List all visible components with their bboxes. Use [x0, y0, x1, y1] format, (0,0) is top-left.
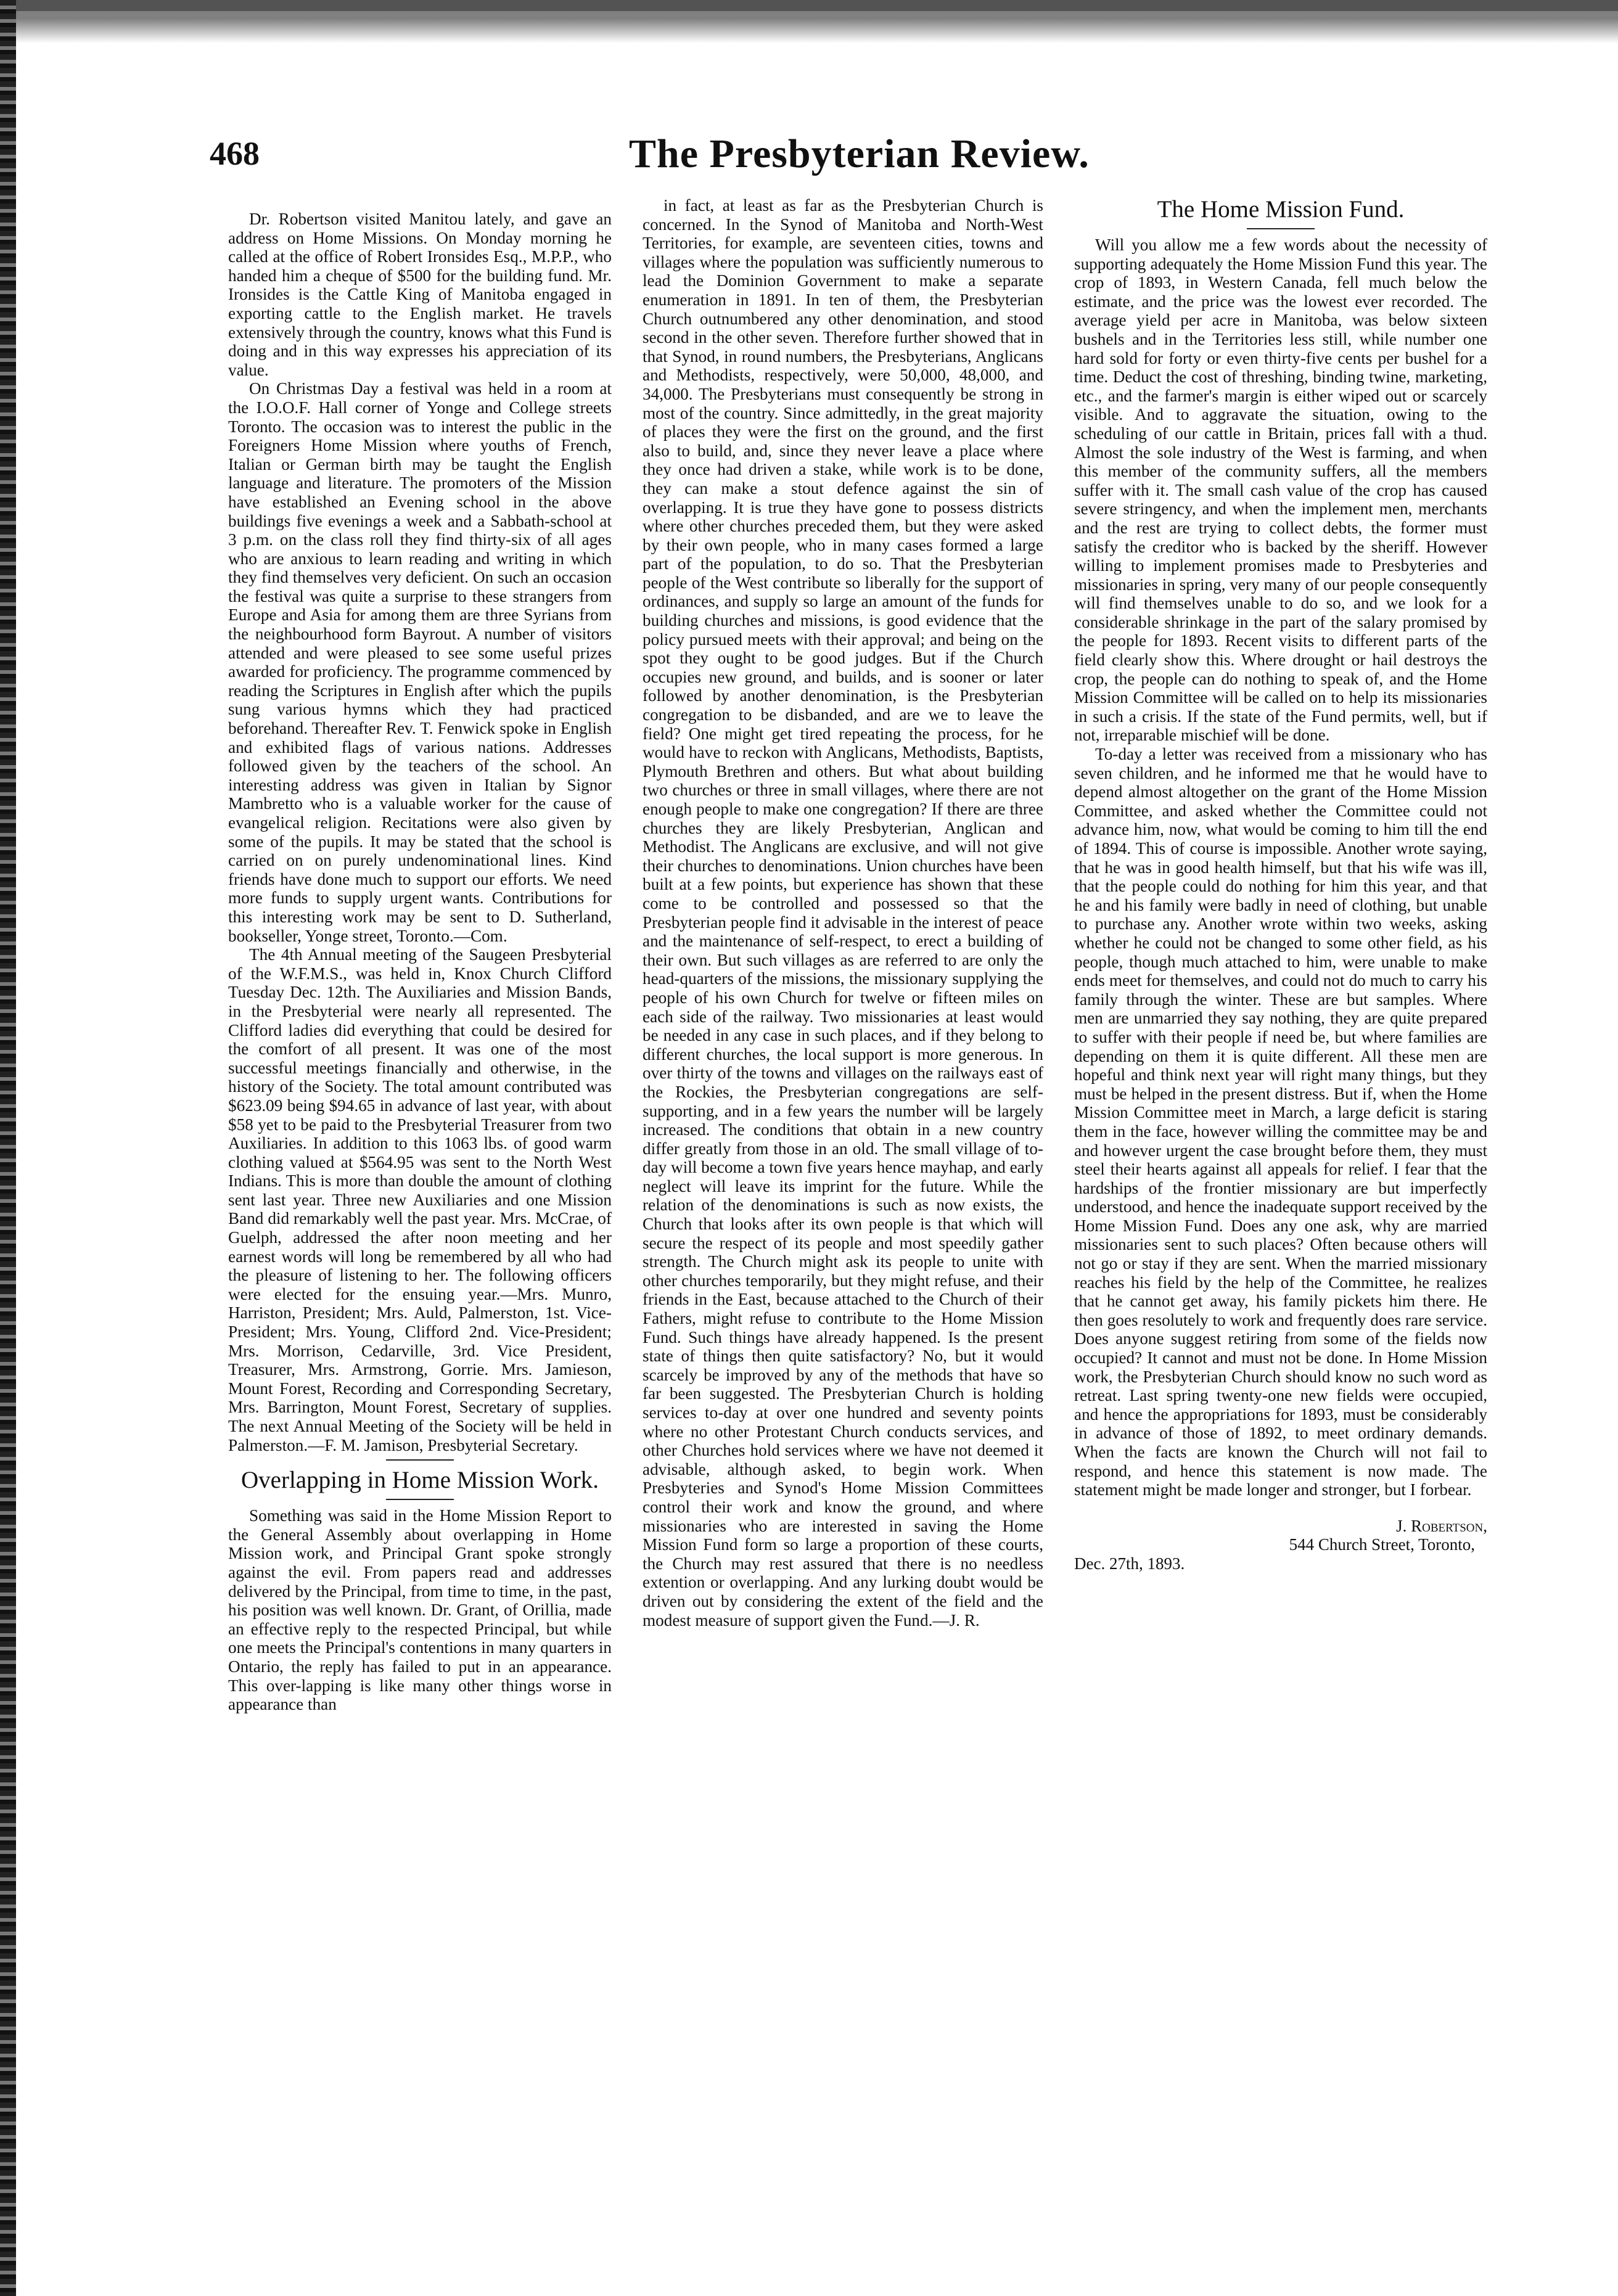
heading-rule	[1247, 228, 1315, 229]
column-2	[643, 196, 1043, 1630]
page-edge-shadow-top	[0, 0, 1618, 43]
article-christmas-festival-paragraph: On Christmas Day a festival was held in a room at the I.O.O.F. Hall corner of Yonge and College streets Toronto. The occasion was to interest the public in the Foreigners Home Mission where youths of French, Italian or German birth may be taught the English language and literature. The promoters of the Mission have established an Evening school in the above buildings five evenings a week and a Sabbath-school at 3 p.m. on the class roll they find thirty-six of all ages who are anxious to learn reading and writing in which they find themselves very deficient. On such an occasion the festival was quite a surprise to these strangers from Europe and Asia for among them are three Syrians from the neighbourhood form Bayrout. A number of visitors attended and were pleased to see some useful prizes awarded for proficiency. The programme commenced by reading the Scriptures in English after which the pupils sung various hymns which they had practiced beforehand. Thereafter Rev. T. Fenwick spoke in English and exhibited flags of various nations. Addresses followed given by the teachers of the school. An interesting address was given in Italian by Signor Mambretto who is a valuable worker for the cause of evangelical religion. Recitations were also given by some of the pupils. It may be stated that the school is carried on on purely undenominational lines. Kind friends have done much to support our efforts. We need more funds to supply urgent wants. Contributions for this interesting work may be sent to D. Sutherland, bookseller, Yonge street, Toronto.—Com.	[228, 379, 612, 945]
journal-title: The Presbyterian Review.	[629, 131, 1090, 176]
page-number: 468	[210, 135, 260, 172]
article-manitou-paragraph: Dr. Robertson visited Manitou lately, and gave an address on Home Missions. On Monday morning he called at the office of Robert Ironsides Esq., M.P.P., who handed him a cheque of $500 for the building fund. Mr. Ironsides is the Cattle King of Manitoba engaged in exporting cattle to the English market. He travels extensively through the country, knows what this Fund is doing and in this way expresses his appreciation of its value.	[228, 210, 612, 379]
page-header	[210, 131, 1412, 190]
heading-rule	[386, 1499, 454, 1500]
letter-date: Dec. 27th, 1893.	[1074, 1554, 1185, 1573]
home-mission-fund-heading: The Home Mission Fund.	[1157, 196, 1405, 223]
overlapping-paragraph-start: Something was said in the Home Mission Report to the General Assembly about overlapping in Home Mission work, and Principal Grant spoke strongly against the evil. From papers read and addresses delivered by the Principal, from time to time, in the past, his position was well known. Dr. Grant, of Orillia, made an effective reply to the respected Principal, but while one meets the Principal's contentions in many quarters in Ontario, the reply has failed to put in an appearance. This over-lapping is like many other things worse in appearance than	[228, 1506, 612, 1714]
column-1	[228, 210, 612, 1714]
signature-address: 544 Church Street, Toronto,	[1289, 1535, 1475, 1554]
article-saugeen-presbyterial-paragraph: The 4th Annual meeting of the Saugeen Presbyterial of the W.F.M.S., was held in, Knox Church Clifford Tuesday Dec. 12th. The Auxiliaries and Mission Bands, in the Presbyterial were nearly all represented. The Clifford ladies did everything that could be desired for the comfort of all present. It was one of the most successful meetings financially and otherwise, in the history of the Society. The total amount contributed was $623.09 being $94.65 in advance of last year, with about $58 yet to be paid to the Presbyterial Treasurer from two Auxiliaries. In addition to this 1063 lbs. of good warm clothing valued at $564.95 was sent to the North West Indians. This is more than double the amount of clothing sent last year. Three new Auxiliaries and one Mission Band did remarkably well the past year. Mrs. McCrae, of Guelph, addressed the after noon meeting and her earnest words will long be remembered by all who had the pleasure of listening to her. The following officers were elected for the ensuing year.—Mrs. Munro, Harriston, President; Mrs. Auld, Palmerston, 1st. Vice-President; Mrs. Young, Clifford 2nd. Vice-President; Mrs. Morrison, Cedarville, 3rd. Vice President, Treasurer, Mrs. Armstrong, Gorrie. Mrs. Jamieson, Mount Forest, Recording and Corresponding Secretary, Mrs. Barrington, Mount Forest, Secretary of supplies. The next Annual Meeting of the Society will be held in Palmerston.—F. M. Jamison, Presbyterial Secretary.	[228, 945, 612, 1454]
section-rule	[386, 1459, 454, 1461]
column-3	[1074, 196, 1487, 1573]
page-edge-shadow-left	[0, 0, 16, 2296]
home-mission-fund-paragraph-1: Will you allow me a few words about the necessity of supporting adequately the Home Mission Fund this year. The crop of 1893, in Western Canada, fell much below the estimate, and the price was the lowest ever recorded. The average yield per acre in Manitoba, was below sixteen bushels and in the Territories less still, while number one hard sold for forty or even thirty-five cents per bushel for a time. Deduct the cost of threshing, binding twine, marketing, etc., and the farmer's margin is either wiped out or scarcely visible. And to aggravate the situation, owing to the scheduling of our cattle in Britain, prices fall with a thud. Almost the sole industry of the West is farming, and when this member of the community suffers, all the members suffer with it. The small cash value of the crop has caused severe stringency, and when the implement men, merchants and the rest are trying to collect debts, the former must satisfy the creditor who is backed by the sheriff. However willing to implement promises made to Presbyteries and missionaries in spring, very many of our people consequently will find themselves unable to do so, and we look for a considerable shrinkage in the part of the salary promised by the people for 1893. Recent visits to different parts of the field clearly show this. Where drought or hail destroys the crop, the people can do nothing to speak of, and the Home Mission Committee will be called on to help its missionaries in such a crisis. If the state of the Fund permits, well, but if not, irreparable mischief will be done.	[1074, 236, 1487, 745]
home-mission-fund-paragraph-2: To-day a letter was received from a missionary who has seven children, and he informed me that he would have to depend almost altogether on the grant of the Home Mission Committee, and asked whether the Committee could not advance him, now, what would be coming to him till the end of 1894. This of course is impossible. Another wrote saying, that he was in good health himself, but that his wife was ill, that the people could do nothing for him this year, and that he and his family were badly in need of clothing, but unable to purchase any. Another wrote within two weeks, asking whether he could not be changed to some other field, as his people, though much attached to him, were unable to make ends meet for themselves, and could not do much to carry his family through the winter. These are but samples. Where men are unmarried they say nothing, they are quite prepared to suffer with their people if need be, but where families are depending on them it is quite different. All these men are hopeful and think next year will right many things, but they must be helped in the present distress. But if, when the Home Mission Committee meet in March, a large deficit is staring them in the face, however willing the committee may be and and however urgent the case brought before them, they must steel their hearts against all appeals for relief. I fear that the hardships of the frontier missionary are but imperfectly understood, and hence the inadequate support received by the Home Mission Fund. Does any one ask, why are married missionaries sent to such places? Often because others will not go or stay if they are sent. When the married missionary reaches his field by the help of the Committee, he realizes that he cannot get away, his family pickets him there. He then goes resolutely to work and frequently does rare service. Does anyone suggest retiring from some of the fields now occupied? It cannot and must not be done. In Home Mission work, the Presbyterian Church should know no such word as retreat. Last spring twenty-one new fields were occupied, and hence the appropriations for 1893, must be considerably in advance of those of 1892, to meet ordinary demands. When the facts are known the Church will not fail to respond, and hence this statement is now made. The statement might be made longer and stronger, but I forbear.	[1074, 745, 1487, 1499]
overlapping-paragraph-continued: in fact, at least as far as the Presbyterian Church is concerned. In the Synod of Manitoba and North-West Territories, for example, are seventeen cities, towns and villages where the population was sufficiently numerous to lead the Dominion Government to make a separate enumeration in 1891. In ten of them, the Presbyterian Church outnumbered any other denomination, and stood second in the other seven. Therefore further showed that in that Synod, in round numbers, the Presbyterians, Anglicans and Methodists, respectively, were 50,000, 48,000, and 34,000. The Presbyterians must consequently be strong in most of the country. Since admittedly, in the great majority of places they were the first on the ground, and the first also to build, and, since they never leave a place where they once had driven a stake, while work is to be done, they can make a stout defence against the sin of overlapping. It is true they have gone to possess districts where other churches preceded them, but they were asked by their own people, who in many cases formed a large part of the population, to do so. That the Presbyterian people of the West contribute so liberally for the support of ordinances, and supply so large an amount of the funds for building churches and missions, is good evidence that the policy pursued meets with their approval; and being on the spot they ought to be good judges. But if the Church occupies new ground, and builds, and is sooner or later followed by another denomination, is the Presbyterian congregation to be disbanded, and are we to leave the field? One might get tired repeating the process, for he would have to reckon with Anglicans, Methodists, Baptists, Plymouth Brethren and others. But what about building two churches or three in small villages, where there are not enough people to make one congregation? If there are three churches they are likely Presbyterian, Anglican and Methodist. The Anglicans are exclusive, and will not give their churches to denominations. Union churches have been built at a few points, but experience has shown that these come to be controlled and possessed so that the Presbyterian people find it advisable in the interest of peace and the maintenance of self-respect, to erect a building of their own. But such villages as are referred to are only the head-quarters of the missions, the missionary supplying the people of his own Church for twelve or fifteen miles on each side of the railway. Two missionaries at least would be needed in any case in such places, and if they belong to different churches, the local support is more generous. In over thirty of the towns and villages on the railways east of the Rockies, the Presbyterian congregations are self-supporting, and in a few years the number will be largely increased. The conditions that obtain in a new country differ greatly from those in an old. The small village of to-day will become a town five years hence mayhap, and early neglect will leave its imprint for the future. While the relation of the denominations is such as now exists, the Church that looks after its own people is that which will secure the respect of its people and most speedily gather strength. The Church might ask its people to unite with other churches temporarily, but they might refuse, and their friends in the East, because attached to the Church of their Fathers, might refuse to contribute to the Home Mission Fund. Such things have already happened. Is the present state of things then quite satisfactory? No, but it would scarcely be improved by any of the methods that have so far been suggested. The Presbyterian Church is holding services to-day at over one hundred and seventy points where no other Protestant Church conducts services, and other Churches hold services where we have not deemed it advisable, although asked, to begin work. When Presbyteries and Synod's Home Mission Committees control their work and know the ground, and where missionaries who are interested in saving the Home Mission Fund form so large a proportion of these courts, the Church may rest assured that there is no needless extention or overlapping. And any lurking doubt would be driven out by considering the extent of the field and the modest measure of support given the Fund.—J. R.	[643, 196, 1044, 1630]
overlapping-heading: Overlapping in Home Mission Work.	[240, 1467, 599, 1494]
signature: J. Robertson,	[1396, 1516, 1487, 1535]
